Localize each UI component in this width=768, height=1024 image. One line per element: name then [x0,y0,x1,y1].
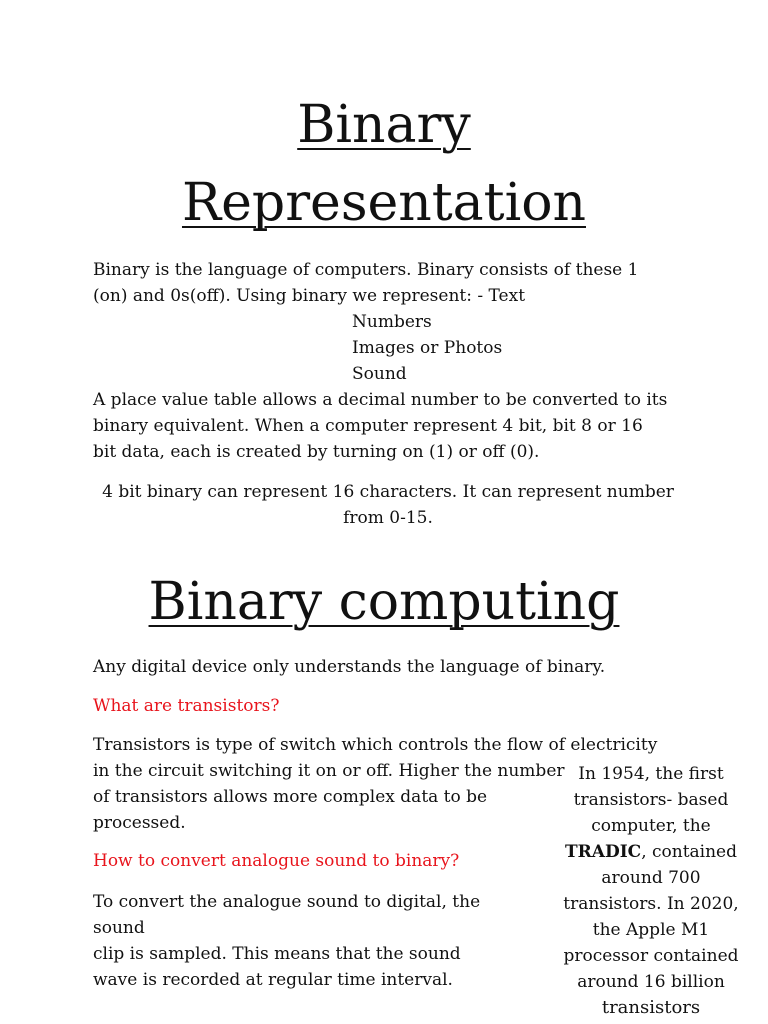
intro-line-1: Binary is the language of computers. Binary consists of these 1 [93,260,639,280]
sound-line-3: clip is sampled. This means that the sound [93,944,461,964]
sidebar-line-1: In 1954, the first [578,764,724,784]
transistor-line-1: Transistors is type of switch which controls the flow of electricity [93,735,658,755]
question-transistors: What are transistors? [93,696,280,716]
question-analogue-sound: How to convert analogue sound to binary? [93,851,460,871]
transistor-line-4: processed. [93,813,186,833]
sidebar-line-4-rest: , contained [641,842,737,862]
sidebar-line-7: the Apple M1 [592,920,710,940]
four-bit-paragraph [93,479,683,531]
sidebar-line-9: around 16 billion [577,972,725,992]
place-value-line-3: bit data, each is created by turning on (1) or off (0). [93,442,540,462]
sound-line-1: To convert the analogue sound to digital, the [93,892,481,912]
sound-paragraph [93,889,493,993]
represent-list [93,309,683,387]
sound-line-2: sound [93,918,145,938]
list-item-numbers: Numbers [352,312,432,332]
sidebar-line-5: around 700 [601,868,701,888]
transistor-line-2: in the circuit switching it on or off. Higher the number [93,761,565,781]
title-line-binary: Binary [297,95,471,155]
place-value-line-2: binary equivalent. When a computer represent 4 bit, bit 8 or 16 [93,416,643,436]
sound-line-4: wave is recorded at regular time interval. [93,970,453,990]
list-item-sound: Sound [352,364,407,384]
sidebar-line-2: transistors- based [573,790,729,810]
title-line-representation: Representation [181,173,586,233]
digital-device-text: Any digital device only understands the language of binary. [93,657,606,677]
tradic-bold: TRADIC [564,842,642,862]
sidebar-line-3: computer, the [591,816,711,836]
sidebar-line-8: processor contained [563,946,739,966]
sidebar-line-10: transistors [601,997,701,1018]
sidebar-line-4 [556,839,746,865]
sidebar-line-6: transistors. In 2020, [563,894,739,914]
tradic-sidebar [556,761,746,1021]
heading-binary-computing: Binary computing [148,572,620,632]
four-bit-line-1: 4 bit binary can represent 16 characters. It can represent number [102,482,674,502]
four-bit-line-2: from 0-15. [343,508,433,528]
list-item-images: Images or Photos [352,338,503,358]
place-value-line-1: A place value table allows a decimal number to be converted to its [93,390,668,410]
intro-line-2: (on) and 0s(off). Using binary we represent: - Text [93,286,526,306]
intro-paragraph [93,257,683,465]
transistor-line-3: of transistors allows more complex data to be [93,787,488,807]
